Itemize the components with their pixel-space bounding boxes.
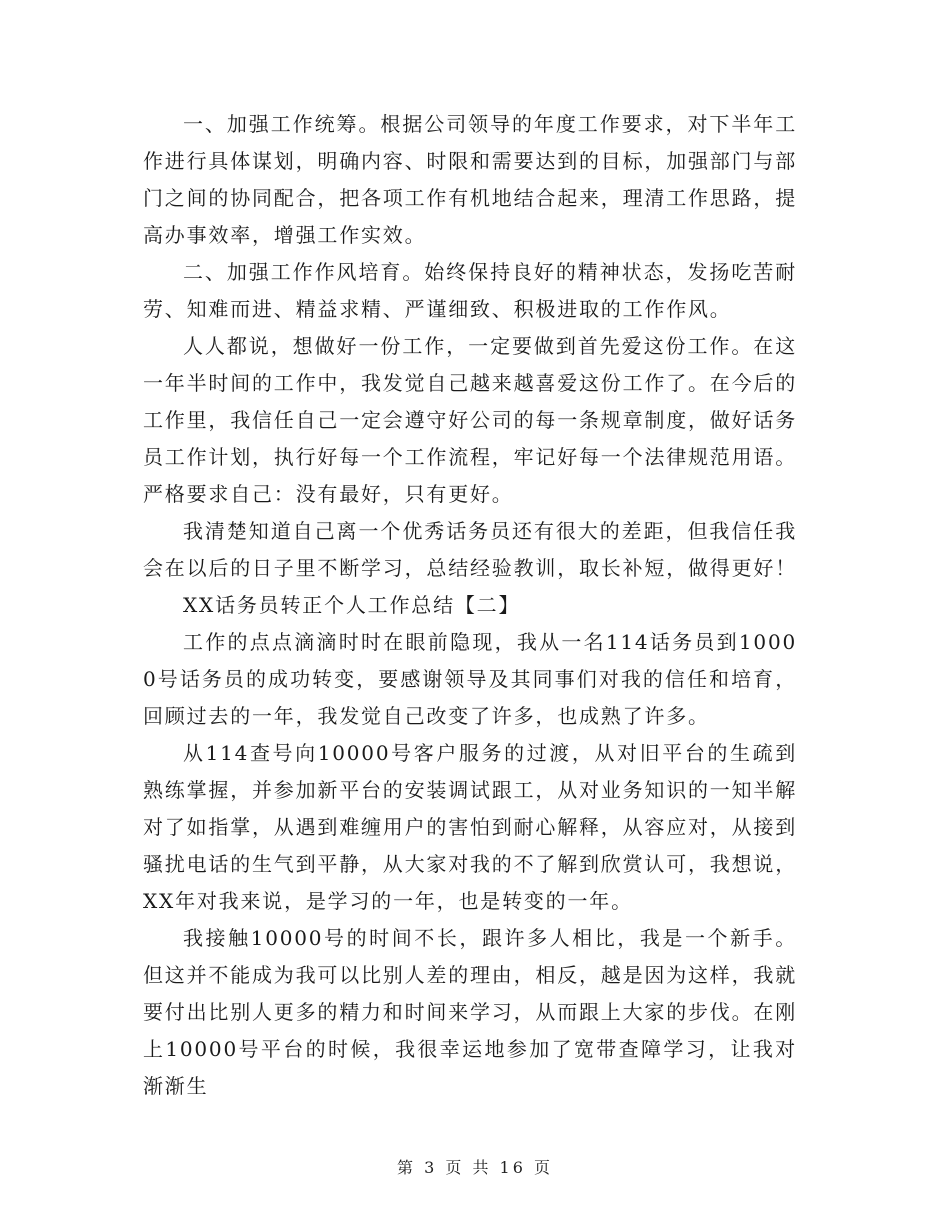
paragraph-7: 从114查号向10000号客户服务的过渡，从对旧平台的生疏到熟练掌握，并参加新平台的安装调试跟工，从对业务知识的一知半解对了如指掌，从遇到难缠用户的害怕到耐心解释，从容应对，从接到骚扰电话的生气到平静，从大家对我的不了解到欣赏认可，我想说，XX年对我来说，是学习的一年，也是转变的一年。 bbox=[143, 741, 797, 913]
paragraph-1: 一、加强工作统筹。根据公司领导的年度工作要求，对下半年工作进行具体谋划，明确内容、时限和需要达到的目标，加强部门与部门之间的协同配合，把各项工作有机地结合起来，理清工作思路，提高办事效率，增强工作实效。 bbox=[143, 112, 797, 247]
page-footer: 第 3 页 共 16 页 bbox=[397, 1158, 553, 1177]
paragraph-2: 二、加强工作作风培育。始终保持良好的精神状态，发扬吃苦耐劳、知难而进、精益求精、严谨细致、积极进取的工作作风。 bbox=[143, 260, 797, 321]
paragraph-3: 人人都说，想做好一份工作，一定要做到首先爱这份工作。在这一年半时间的工作中，我发觉自己越来越喜爱这份工作了。在今后的工作里，我信任自己一定会遵守好公司的每一条规章制度，做好话务员工作计划，执行好每一个工作流程，牢记好每一个法律规范用语。严格要求自己：没有最好，只有更好。 bbox=[143, 334, 797, 506]
section-heading: XX话务员转正个人工作总结【二】 bbox=[183, 593, 521, 617]
paragraph-6: 工作的点点滴滴时时在眼前隐现，我从一名114话务员到10000号话务员的成功转变，要感谢领导及其同事们对我的信任和培育，回顾过去的一年，我发觉自己改变了许多，也成熟了许多。 bbox=[143, 630, 797, 728]
document-body bbox=[143, 106, 797, 1105]
paragraph-8: 我接触10000号的时间不长，跟许多人相比，我是一个新手。但这并不能成为我可以比别人差的理由，相反，越是因为这样，我就要付出比别人更多的精力和时间来学习，从而跟上大家的步伐。在刚上10000号平台的时候，我很幸运地参加了宽带查障学习，让我对渐渐生 bbox=[143, 926, 797, 1098]
paragraph-4: 我清楚知道自己离一个优秀话务员还有很大的差距，但我信任我会在以后的日子里不断学习，总结经验教训，取长补短，做得更好！ bbox=[143, 519, 797, 580]
